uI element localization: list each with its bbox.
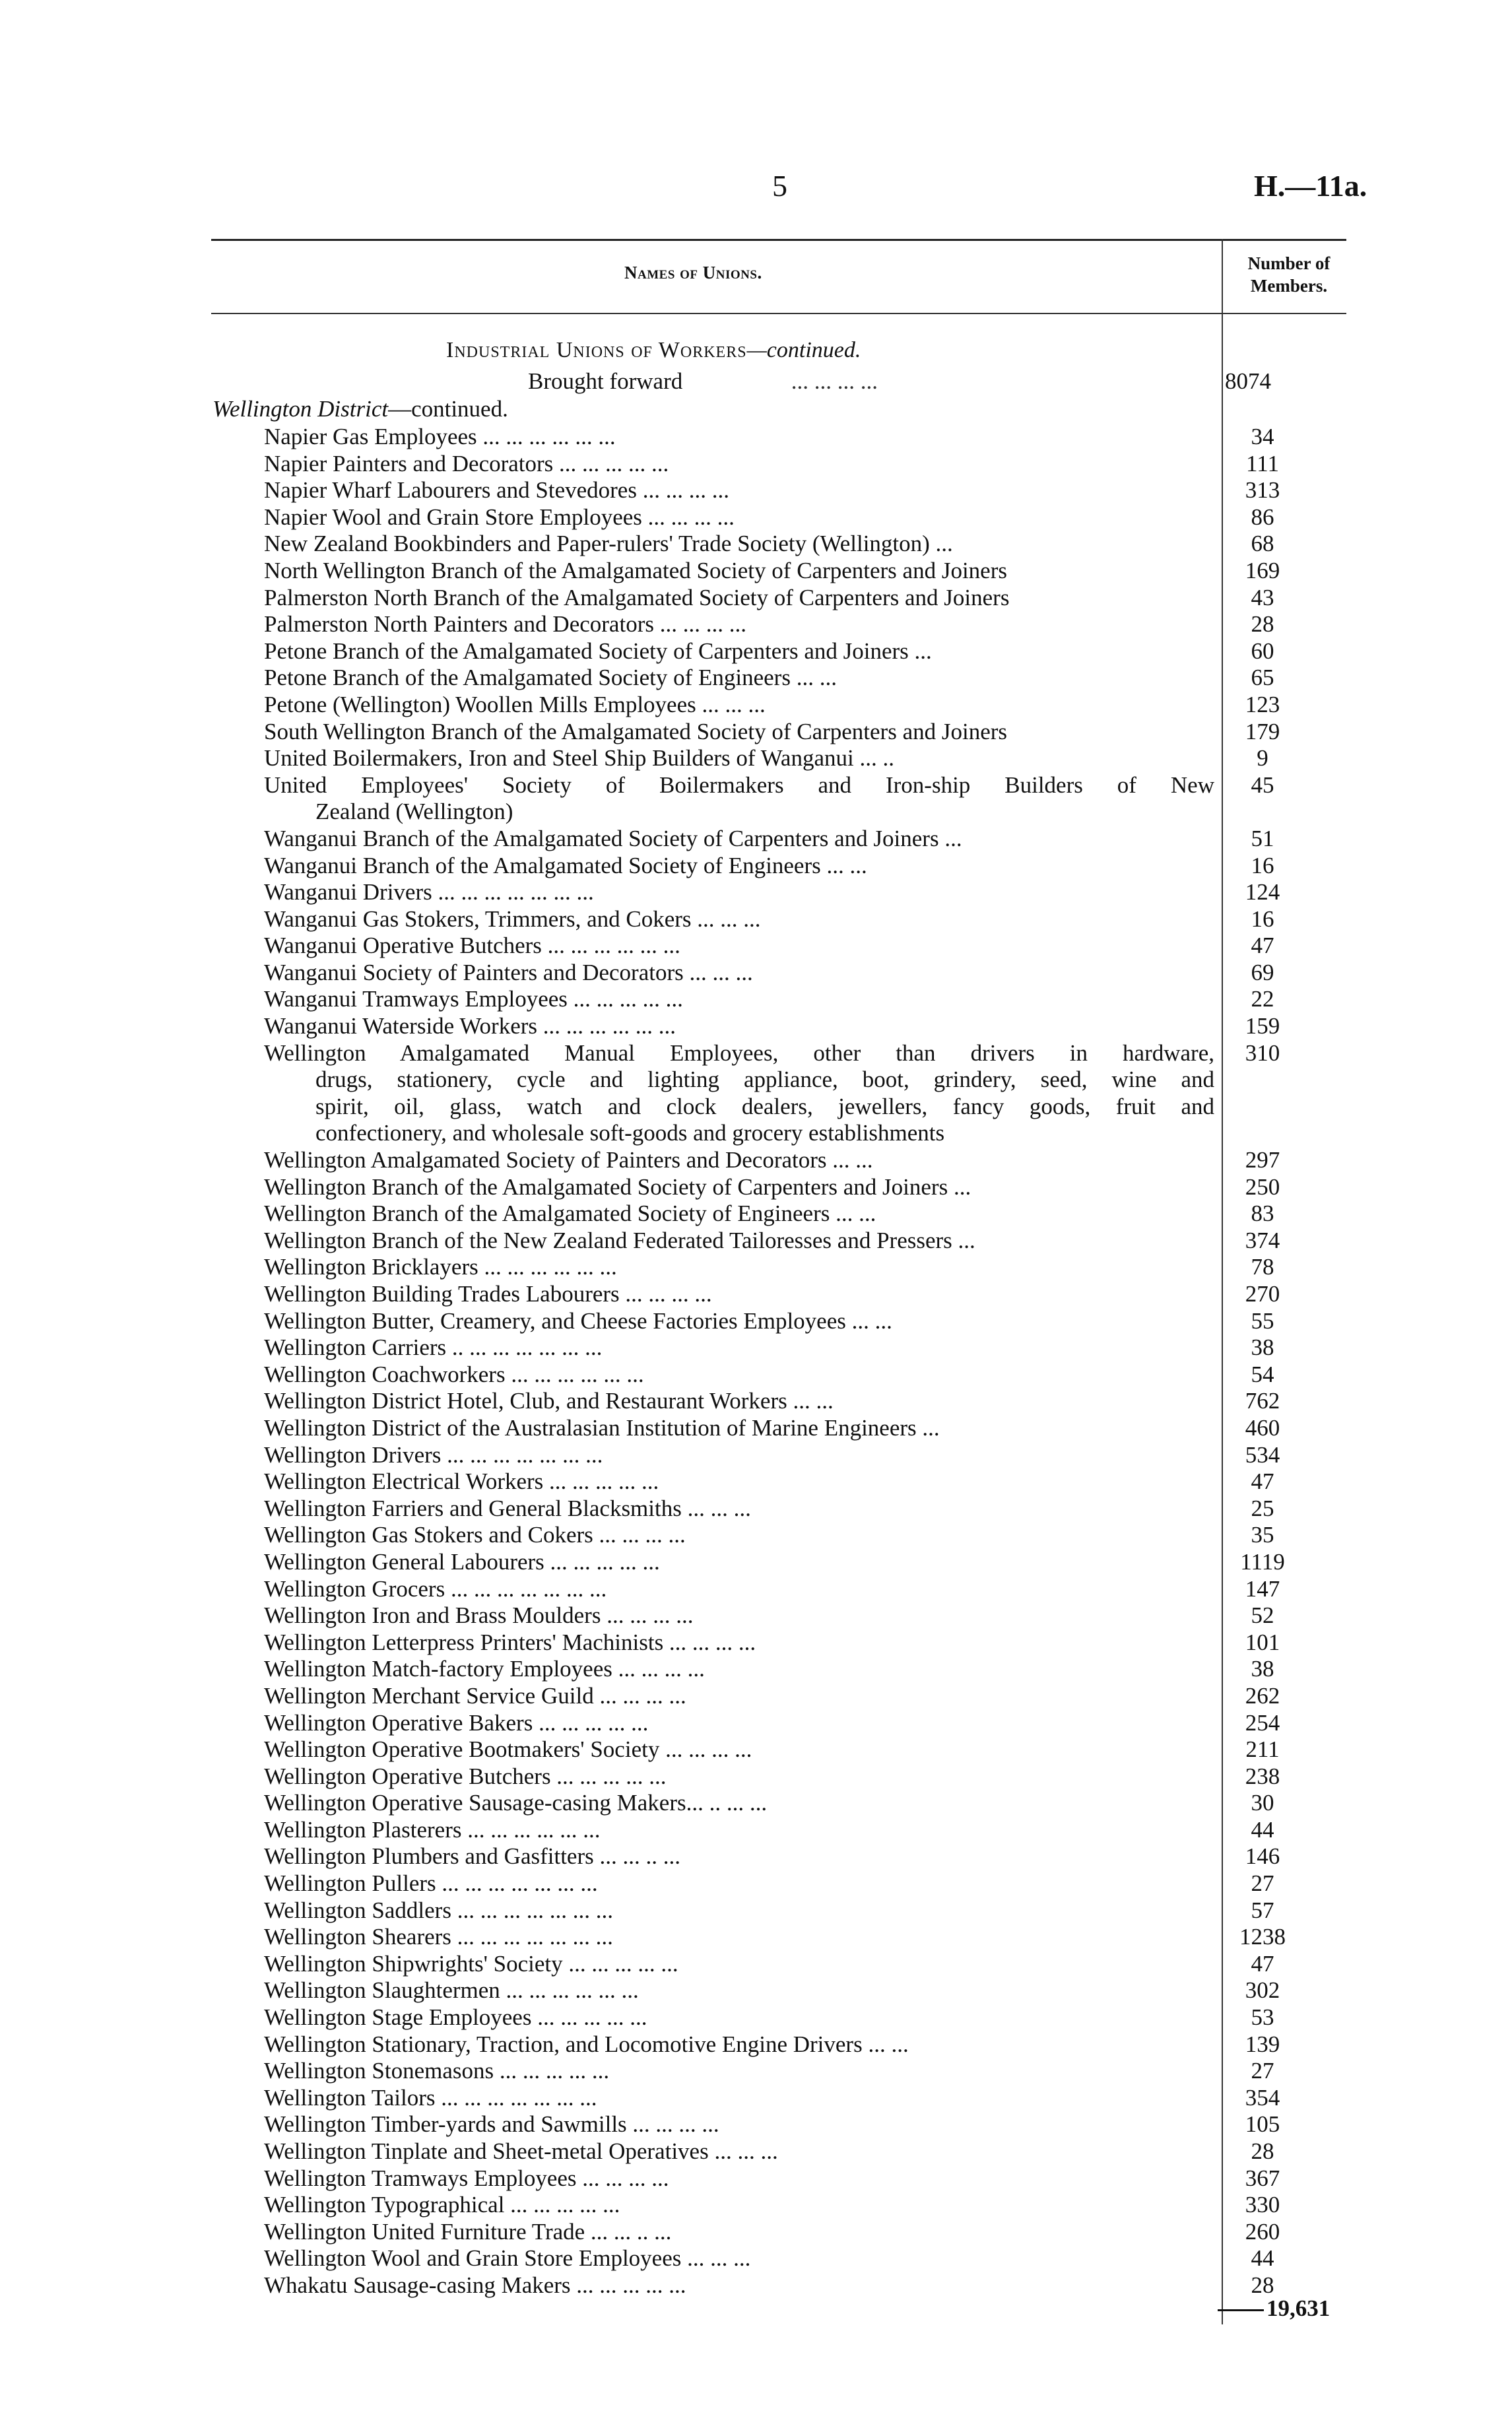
- table-row: [0, 2004, 1512, 2031]
- district-heading: [213, 396, 508, 422]
- table-row: [0, 1334, 1512, 1362]
- union-name: Petone Branch of the Amalgamated Society of Carpenters and Joiners ...: [264, 638, 932, 664]
- table-row: [0, 853, 1512, 880]
- table-row: [0, 1468, 1512, 1495]
- table-row: [0, 1281, 1512, 1308]
- table-row: [0, 531, 1512, 558]
- union-name: Wellington Match-factory Employees ... ... ... ...: [264, 1656, 705, 1682]
- member-count: 16: [1251, 905, 1274, 932]
- member-count: 101: [1245, 1629, 1280, 1655]
- member-count: 27: [1251, 1870, 1274, 1897]
- union-name: Wellington Plumbers and Gasfitters ... ... .. ...: [264, 1843, 680, 1870]
- union-name: Wellington Plasterers ... ... ... ... ... ...: [264, 1816, 601, 1843]
- member-count: 45: [1251, 772, 1274, 798]
- table-row: [0, 879, 1512, 906]
- union-name: Wellington Farriers and General Blacksmiths ... ... ...: [264, 1495, 751, 1521]
- table-row: [0, 1763, 1512, 1791]
- member-count: 83: [1251, 1200, 1274, 1227]
- table-row: [0, 1790, 1512, 1817]
- table-row: [0, 2058, 1512, 2085]
- member-count: 27: [1251, 2058, 1274, 2084]
- member-count: 47: [1251, 1950, 1274, 1977]
- member-count: 65: [1251, 665, 1274, 691]
- union-name: Napier Wharf Labourers and Stevedores ... ... ... ...: [264, 477, 729, 504]
- union-name: Wanganui Branch of the Amalgamated Society of Engineers ... ...: [264, 852, 867, 878]
- member-count: 34: [1251, 424, 1274, 449]
- table-row: [0, 1147, 1512, 1174]
- table-row: [0, 1522, 1512, 1549]
- union-name: spirit, oil, glass, watch and clock dealers, jewellers, fancy goods, fruit and: [315, 1093, 1214, 1119]
- table-row: [0, 1977, 1512, 2004]
- member-count: 534: [1245, 1441, 1280, 1468]
- union-name: Wellington Typographical ... ... ... ... ...: [264, 2192, 620, 2218]
- members-header-line1: Number of: [1247, 253, 1331, 273]
- table-row: [0, 1843, 1512, 1870]
- member-count: 460: [1245, 1414, 1280, 1441]
- table-row: [0, 1629, 1512, 1657]
- union-name: Wellington Operative Butchers ... ... ... ... ...: [264, 1763, 667, 1789]
- member-count: 9: [1257, 745, 1268, 772]
- table-row: [0, 1736, 1512, 1763]
- union-name: Wellington Tinplate and Sheet-metal Operatives ... ... ...: [264, 2138, 778, 2164]
- member-count: 44: [1251, 2245, 1274, 2272]
- member-count: 68: [1251, 531, 1274, 557]
- union-name: Petone (Wellington) Woollen Mills Employees ... ... ...: [264, 691, 766, 717]
- union-name: United Boilermakers, Iron and Steel Ship Builders of Wanganui ... ..: [264, 745, 894, 772]
- table-row: [0, 719, 1512, 746]
- member-count: 111: [1246, 450, 1279, 477]
- union-name: Napier Painters and Decorators ... ... ... ... ...: [264, 450, 669, 477]
- member-count: 25: [1251, 1495, 1274, 1521]
- union-name: Wellington Iron and Brass Moulders ... ... ... ...: [264, 1602, 694, 1629]
- union-name: Wanganui Operative Butchers ... ... ... ... ... ...: [264, 933, 680, 959]
- table-row: [0, 1549, 1512, 1576]
- union-name: drugs, stationery, cycle and lighting appliance, boot, grindery, seed, wine and: [315, 1067, 1214, 1093]
- union-name: Wanganui Drivers ... ... ... ... ... ... ...: [264, 879, 594, 905]
- district-cont: —continued.: [388, 396, 508, 422]
- document-code: H.—11a.: [1254, 169, 1367, 203]
- member-count: 28: [1251, 2272, 1274, 2298]
- member-count: 762: [1245, 1388, 1280, 1414]
- member-count: 250: [1245, 1173, 1280, 1200]
- union-name: Wellington District Hotel, Club, and Restaurant Workers ... ...: [264, 1388, 834, 1414]
- member-count: 78: [1251, 1254, 1274, 1280]
- member-count: 262: [1245, 1682, 1280, 1709]
- union-name: Wellington Timber-yards and Sawmills ... ... ... ...: [264, 2111, 719, 2138]
- union-name: Palmerston North Branch of the Amalgamated Society of Carpenters and Joiners: [264, 584, 1010, 610]
- table-row: [0, 2192, 1512, 2219]
- member-count: 1119: [1240, 1548, 1285, 1575]
- union-name: New Zealand Bookbinders and Paper-rulers' Trade Society (Wellington) ...: [264, 531, 953, 557]
- union-name: Wanganui Waterside Workers ... ... ... ... ... ...: [264, 1013, 676, 1039]
- header-rule: [211, 313, 1346, 314]
- union-name: United Employees' Society of Boilermakers and Iron-ship Builders of New: [264, 772, 1214, 798]
- union-name: Wellington Amalgamated Manual Employees, other than drivers in hardware,: [264, 1039, 1214, 1066]
- table-row: [0, 1415, 1512, 1442]
- table-row: [0, 1067, 1512, 1094]
- member-count: 38: [1251, 1656, 1274, 1682]
- member-count: 69: [1251, 959, 1274, 985]
- table-row: [0, 986, 1512, 1013]
- table-row: [0, 1495, 1512, 1523]
- union-name: Wellington Tramways Employees ... ... ... ...: [264, 2165, 669, 2191]
- table-row: [0, 1120, 1512, 1147]
- section-title-cont: —continued.: [746, 338, 861, 362]
- union-name: Napier Gas Employees ... ... ... ... ... ...: [264, 424, 616, 449]
- member-count: 28: [1251, 611, 1274, 638]
- table-row: [0, 2138, 1512, 2165]
- members-header-line2: Members.: [1250, 276, 1328, 296]
- table-row: [0, 1174, 1512, 1201]
- union-name: Wanganui Tramways Employees ... ... ... ... ...: [264, 986, 683, 1012]
- union-name: Wellington Bricklayers ... ... ... ... ... ...: [264, 1254, 617, 1280]
- member-count: 124: [1245, 879, 1280, 905]
- union-name: Wellington Operative Sausage-casing Makers... .. ... ...: [264, 1790, 768, 1816]
- member-count: 374: [1245, 1227, 1280, 1253]
- top-rule: [211, 239, 1346, 241]
- union-name: Wellington Stonemasons ... ... ... ... ...: [264, 2058, 610, 2084]
- member-count: 22: [1251, 986, 1274, 1012]
- table-row: [0, 1924, 1512, 1951]
- table-row: [0, 665, 1512, 692]
- table-row: [0, 611, 1512, 638]
- union-name: Wanganui Gas Stokers, Trimmers, and Cokers ... ... ...: [264, 905, 761, 932]
- district-name: Wellington District: [213, 396, 389, 422]
- total-dash: [1218, 2309, 1264, 2311]
- union-name: Wellington Pullers ... ... ... ... ... ... ...: [264, 1870, 598, 1897]
- union-name: Petone Branch of the Amalgamated Society of Engineers ... ...: [264, 665, 837, 691]
- member-count: 28: [1251, 2138, 1274, 2164]
- table-row: [0, 1200, 1512, 1228]
- member-count: 86: [1251, 504, 1274, 530]
- table-row: [0, 558, 1512, 585]
- union-name: Wellington Merchant Service Guild ... ... ... ...: [264, 1682, 686, 1709]
- member-count: 238: [1245, 1763, 1280, 1789]
- table-row: [0, 2085, 1512, 2112]
- union-name: Wellington General Labourers ... ... ... ... ...: [264, 1548, 660, 1575]
- member-count: 1238: [1239, 1924, 1286, 1950]
- union-name: Wellington District of the Australasian Institution of Marine Engineers ...: [264, 1414, 940, 1441]
- union-name: Napier Wool and Grain Store Employees ... ... ... ...: [264, 504, 735, 530]
- table-row: [0, 1602, 1512, 1629]
- union-name: Wellington Stage Employees ... ... ... ... ...: [264, 2004, 647, 2031]
- table-row: [0, 638, 1512, 665]
- member-count: 169: [1245, 557, 1280, 583]
- union-name: Zealand (Wellington): [315, 799, 513, 825]
- union-name: Wellington Tailors ... ... ... ... ... ... ...: [264, 2084, 597, 2111]
- table-row: [0, 1362, 1512, 1389]
- member-count: 30: [1251, 1790, 1274, 1816]
- member-count: 54: [1251, 1361, 1274, 1387]
- brought-forward-label: Brought forward: [528, 368, 683, 394]
- table-row: [0, 504, 1512, 531]
- member-count: 44: [1251, 1816, 1274, 1843]
- member-count: 105: [1245, 2111, 1280, 2138]
- table-row: [0, 2245, 1512, 2272]
- union-name: Wanganui Branch of the Amalgamated Society of Carpenters and Joiners ...: [264, 825, 962, 851]
- section-title-main: Industrial Unions of Workers: [446, 338, 747, 362]
- union-name: Wellington Carriers .. ... ... ... ... ... ...: [264, 1334, 603, 1361]
- member-count: 123: [1245, 691, 1280, 717]
- members-column-header: [1233, 252, 1345, 297]
- names-column-header: Names of Unions.: [624, 263, 762, 282]
- table-row: [0, 933, 1512, 960]
- union-name: Wellington Shipwrights' Society ... ... ... ... ...: [264, 1950, 678, 1977]
- member-count: 260: [1245, 2218, 1280, 2245]
- table-row: [0, 1094, 1512, 1121]
- table-row: [0, 1870, 1512, 1897]
- total-row: [1218, 2295, 1330, 2322]
- table-row: [0, 960, 1512, 987]
- member-count: 302: [1245, 1977, 1280, 2004]
- total-value: 19,631: [1266, 2295, 1331, 2321]
- table-row: [0, 1388, 1512, 1415]
- table-row: [0, 826, 1512, 853]
- union-name: Wellington Saddlers ... ... ... ... ... ... ...: [264, 1897, 613, 1923]
- table-row: [0, 1442, 1512, 1469]
- member-count: 52: [1251, 1602, 1274, 1629]
- union-name: Wellington Wool and Grain Store Employees ... ... ...: [264, 2245, 751, 2272]
- member-count: 146: [1245, 1843, 1280, 1870]
- table-row: [0, 1308, 1512, 1335]
- union-name: Wellington Stationary, Traction, and Locomotive Engine Drivers ... ...: [264, 2031, 909, 2057]
- union-name: Wellington Gas Stokers and Cokers ... ... ... ...: [264, 1522, 686, 1548]
- member-count: 16: [1251, 852, 1274, 878]
- table-row: [0, 1897, 1512, 1924]
- page-number: 5: [772, 169, 787, 203]
- union-name: Wellington Grocers ... ... ... ... ... ... ...: [264, 1575, 607, 1602]
- table-row: [0, 1254, 1512, 1281]
- union-name: confectionery, and wholesale soft-goods and grocery establishments: [315, 1120, 945, 1146]
- brought-forward-dots: ... ... ... ...: [791, 368, 878, 394]
- union-name: Wellington Operative Bakers ... ... ... ... ...: [264, 1709, 649, 1736]
- member-count: 53: [1251, 2004, 1274, 2031]
- member-count: 51: [1251, 825, 1274, 851]
- union-name: Wellington Slaughtermen ... ... ... ... ... ...: [264, 1977, 639, 2004]
- table-row: [0, 692, 1512, 719]
- union-name: Wellington Branch of the Amalgamated Society of Carpenters and Joiners ...: [264, 1173, 971, 1200]
- union-name: Wellington Branch of the New Zealand Federated Tailoresses and Pressers ...: [264, 1227, 975, 1253]
- member-count: 57: [1251, 1897, 1274, 1923]
- member-count: 55: [1251, 1307, 1274, 1334]
- table-row: [0, 1710, 1512, 1737]
- table-row: [0, 1683, 1512, 1710]
- union-name: Wellington Drivers ... ... ... ... ... ... ...: [264, 1441, 603, 1468]
- table-row: [0, 585, 1512, 612]
- member-count: 35: [1251, 1522, 1274, 1548]
- union-name: Wellington Building Trades Labourers ... ... ... ...: [264, 1281, 712, 1307]
- table-row: [0, 1576, 1512, 1603]
- member-count: 139: [1245, 2031, 1280, 2057]
- table-row: [0, 451, 1512, 478]
- union-name: Wellington Operative Bootmakers' Society ... ... ... ...: [264, 1736, 752, 1763]
- table-row: [0, 1656, 1512, 1683]
- table-row: [0, 1040, 1512, 1067]
- member-count: 43: [1251, 584, 1274, 610]
- member-count: 60: [1251, 638, 1274, 664]
- member-count: 179: [1245, 718, 1280, 744]
- table-row: [0, 2165, 1512, 2192]
- table-row: [0, 799, 1512, 826]
- member-count: 211: [1245, 1736, 1280, 1763]
- table-row: [0, 745, 1512, 772]
- member-count: 159: [1245, 1013, 1280, 1039]
- member-count: 147: [1245, 1575, 1280, 1602]
- table-row: [0, 1228, 1512, 1255]
- member-count: 38: [1251, 1334, 1274, 1361]
- brought-forward-row: [528, 368, 1214, 395]
- union-name: North Wellington Branch of the Amalgamated Society of Carpenters and Joiners: [264, 557, 1007, 583]
- member-count: 297: [1245, 1147, 1280, 1173]
- union-name: Wellington United Furniture Trade ... ... .. ...: [264, 2218, 672, 2245]
- union-name: Wellington Amalgamated Society of Painters and Decorators ... ...: [264, 1147, 873, 1173]
- union-name: Wellington Butter, Creamery, and Cheese Factories Employees ... ...: [264, 1307, 892, 1334]
- table-row: [0, 477, 1512, 504]
- member-count: 367: [1245, 2165, 1280, 2191]
- union-name: Wanganui Society of Painters and Decorators ... ... ...: [264, 959, 753, 985]
- union-name: Whakatu Sausage-casing Makers ... ... ... ... ...: [264, 2272, 686, 2298]
- table-row: [0, 906, 1512, 933]
- union-name: Wellington Branch of the Amalgamated Society of Engineers ... ...: [264, 1200, 876, 1227]
- union-name: Wellington Coachworkers ... ... ... ... ... ...: [264, 1361, 644, 1387]
- member-count: 254: [1245, 1709, 1280, 1736]
- member-count: 313: [1245, 477, 1280, 504]
- member-count: 310: [1245, 1039, 1280, 1066]
- union-name: Palmerston North Painters and Decorators ... ... ... ...: [264, 611, 746, 638]
- union-name: South Wellington Branch of the Amalgamated Society of Carpenters and Joiners: [264, 718, 1008, 744]
- member-count: 354: [1245, 2084, 1280, 2111]
- member-count: 47: [1251, 933, 1274, 959]
- table-row: [0, 2219, 1512, 2246]
- member-count: 270: [1245, 1281, 1280, 1307]
- table-row: [0, 1817, 1512, 1844]
- union-name: Wellington Letterpress Printers' Machinists ... ... ... ...: [264, 1629, 756, 1655]
- table-row: [0, 1951, 1512, 1978]
- table-row: [0, 2111, 1512, 2138]
- table-row: [0, 772, 1512, 799]
- table-row: [0, 2031, 1512, 2058]
- table-row: [0, 1013, 1512, 1040]
- table-row: [0, 424, 1512, 451]
- member-count: 47: [1251, 1468, 1274, 1495]
- union-name: Wellington Electrical Workers ... ... ... ... ...: [264, 1468, 659, 1495]
- union-name: Wellington Shearers ... ... ... ... ... ... ...: [264, 1924, 613, 1950]
- section-title: [446, 338, 861, 363]
- member-count: 330: [1245, 2192, 1280, 2218]
- brought-forward-value: 8074: [1225, 368, 1271, 394]
- union-list: [0, 424, 1512, 2299]
